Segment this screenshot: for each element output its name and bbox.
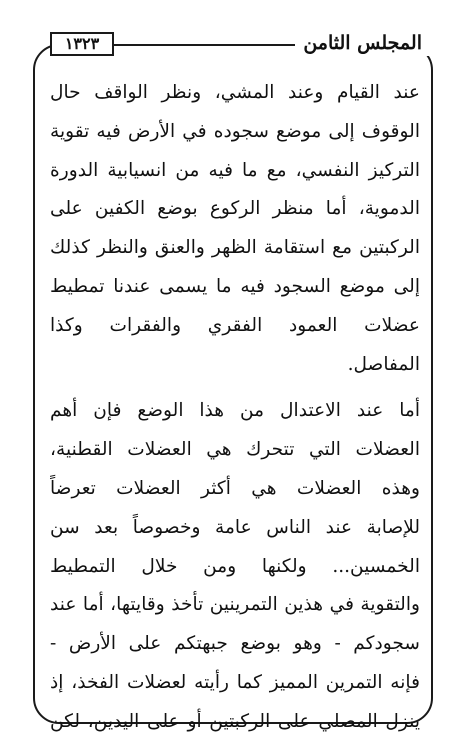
paragraph-1 <box>50 74 420 384</box>
text-line: إلى موضع السجود فيه ما يسمى عندنا تمطيط <box>50 275 420 297</box>
text-line: الركبتين مع استقامة الظهر والعنق والنظر كذلك <box>50 237 420 259</box>
text-line: العضلات التي تتحرك هي العضلات القطنية، <box>50 439 420 461</box>
paragraph-2 <box>50 392 420 741</box>
text-line: فإنه التمرين المميز كما رأيته لعضلات الفخذ، إذ <box>50 671 420 693</box>
text-line: للإصابة عند الناس عامة وخصوصاً بعد سن <box>50 516 420 538</box>
text-line: الخمسين... ولكنها ومن خلال التمطيط <box>50 555 420 577</box>
text-line: التركيز النفسي، مع ما فيه من انسيابية الدورة <box>50 159 420 181</box>
paragraph-gap <box>50 384 420 392</box>
text-line: سجودكم - وهو بوضع جبهتكم على الأرض - <box>50 633 420 655</box>
text-line: عند القيام وعند المشي، ونظر الواقف حال <box>50 82 420 103</box>
text-line: ينزل المصلي على الركبتين أو على اليدين، لكن <box>50 710 420 732</box>
text-line: عضلات العمود الفقري والفقرات وكذا <box>50 314 420 336</box>
text-line: وهذه العضلات هي أكثر العضلات تعرضاً <box>50 477 420 499</box>
chapter-title: المجلس الثامن <box>295 30 430 56</box>
text-line: أما عند الاعتدال من هذا الوضع فإن أهم <box>50 400 420 422</box>
page-body <box>50 74 420 742</box>
text-line: المفاصل. <box>347 353 420 375</box>
text-line: الوقوف إلى موضع سجوده في الأرض فيه تقوية <box>50 120 420 142</box>
page-number: ١٣٢٣ <box>50 32 114 56</box>
text-line: الدموية، أما منظر الركوع بوضع الكفين على <box>50 198 420 220</box>
text-line: والتقوية في هذين التمرينين تأخذ وقايتها، أما عند <box>50 594 420 616</box>
